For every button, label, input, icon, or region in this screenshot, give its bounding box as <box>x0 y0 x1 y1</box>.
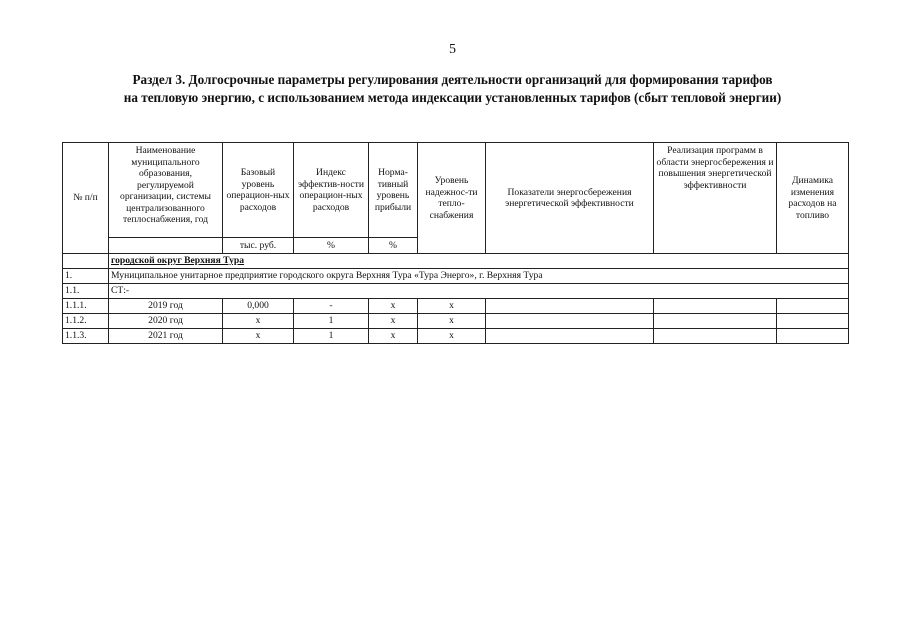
row-energy-saving-indicators <box>486 314 654 329</box>
header-fuel-dynamics: Динамика изменения расходов на топливо <box>777 143 849 254</box>
row-energy-saving-indicators <box>486 299 654 314</box>
row-year: 2019 год <box>109 299 223 314</box>
row-fuel-dynamics <box>777 314 849 329</box>
row-reliability: х <box>418 314 486 329</box>
row-efficiency-index: 1 <box>294 314 369 329</box>
system-name: СТ:- <box>109 284 849 299</box>
row-energy-saving-indicators <box>486 329 654 344</box>
municipality-name: городской округ Верхняя Тура <box>111 255 245 267</box>
header-base-opex: Базовый уровень операцион-ных расходов <box>223 143 294 238</box>
unit-profit-level: % <box>369 238 418 254</box>
row-energy-saving-programs <box>654 314 777 329</box>
table-row <box>63 329 849 344</box>
row-reliability: х <box>418 329 486 344</box>
municipality-name-cell <box>109 254 849 269</box>
organization-name: Муниципальное унитарное предприятие городского округа Верхняя Тура «Тура Энерго», г. Верхняя Тура <box>109 269 849 284</box>
header-num: № п/п <box>63 143 109 254</box>
header-row <box>63 143 849 238</box>
header-name: Наименование муниципального образования, регулируемой организации, системы централизованного теплоснабжения, год <box>109 143 223 238</box>
section-heading <box>40 71 865 107</box>
row-year: 2020 год <box>109 314 223 329</box>
header-energy-saving-programs: Реализация программ в области энергосбережения и повышения энергетической эффективности <box>654 143 777 254</box>
row-energy-saving-programs <box>654 329 777 344</box>
system-num: 1.1. <box>63 284 109 299</box>
unit-base-opex: тыс. руб. <box>223 238 294 254</box>
row-energy-saving-programs <box>654 299 777 314</box>
row-reliability: х <box>418 299 486 314</box>
organization-num: 1. <box>63 269 109 284</box>
row-base-opex: х <box>223 329 294 344</box>
row-base-opex: х <box>223 314 294 329</box>
row-num: 1.1.3. <box>63 329 109 344</box>
row-fuel-dynamics <box>777 299 849 314</box>
row-fuel-dynamics <box>777 329 849 344</box>
row-num: 1.1.2. <box>63 314 109 329</box>
municipality-num-cell <box>63 254 109 269</box>
heading-line-2: на тепловую энергию, с использованием метода индексации установленных тарифов (сбыт тепловой энергии) <box>123 90 782 105</box>
unit-efficiency-index: % <box>294 238 369 254</box>
organization-row <box>63 269 849 284</box>
row-efficiency-index: 1 <box>294 329 369 344</box>
row-efficiency-index: - <box>294 299 369 314</box>
municipality-row <box>63 254 849 269</box>
heading-line-1: Раздел 3. Долгосрочные параметры регулирования деятельности организаций для формирования тарифов <box>132 72 773 87</box>
system-row <box>63 284 849 299</box>
header-profit-level: Норма-тивный уровень прибыли <box>369 143 418 238</box>
header-reliability: Уровень надежнос-ти тепло-снабжения <box>418 143 486 254</box>
table-row <box>63 314 849 329</box>
row-year: 2021 год <box>109 329 223 344</box>
row-profit-level: х <box>369 314 418 329</box>
page-number: 5 <box>449 42 456 57</box>
header-energy-saving-indicators: Показатели энергосбережения энергетической эффективности <box>486 143 654 254</box>
units-name-spacer <box>109 238 223 254</box>
regulation-parameters-table <box>62 142 849 344</box>
table-row <box>63 299 849 314</box>
header-efficiency-index: Индекс эффектив-ности операцион-ных расходов <box>294 143 369 238</box>
row-base-opex: 0,000 <box>223 299 294 314</box>
row-profit-level: х <box>369 299 418 314</box>
row-num: 1.1.1. <box>63 299 109 314</box>
row-profit-level: х <box>369 329 418 344</box>
